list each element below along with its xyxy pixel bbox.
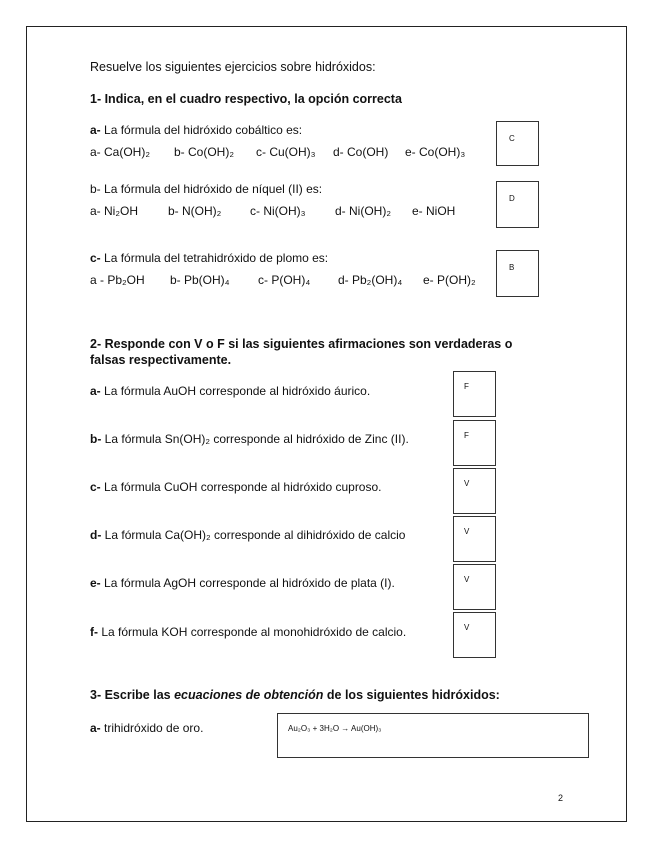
question-1b-label: b- xyxy=(90,182,101,196)
statement-2b-text: La fórmula Sn(OH)₂ corresponde al hidróxido de Zinc (II). xyxy=(104,432,409,446)
tf-box-2a[interactable]: F xyxy=(453,371,496,417)
option-1a-c: c- Cu(OH)₃ xyxy=(256,145,316,159)
option-1b-c: c- Ni(OH)₃ xyxy=(250,204,306,218)
statement-2d-text: La fórmula Ca(OH)₂ corresponde al dihidróxido de calcio xyxy=(104,528,406,542)
tf-box-2d[interactable]: V xyxy=(453,516,496,562)
statement-2d-label: d- xyxy=(90,528,102,542)
statement-2f-label: f- xyxy=(90,625,98,639)
section3-heading-em: ecuaciones de obtención xyxy=(174,688,324,702)
option-1a-d: d- Co(OH) xyxy=(333,145,389,159)
option-1a-a: a- Ca(OH)₂ xyxy=(90,145,150,159)
answer-box-1c[interactable]: B xyxy=(496,250,539,297)
equation-item-3a-label: a- xyxy=(90,721,101,735)
statement-2c-label: c- xyxy=(90,480,101,494)
tf-box-2b[interactable]: F xyxy=(453,420,496,466)
statement-2e xyxy=(90,576,395,590)
option-1a-b: b- Co(OH)₂ xyxy=(174,145,234,159)
statement-2a xyxy=(90,384,370,398)
section2-heading-line1: 2- Responde con V o F si las siguientes afirmaciones son verdaderas o xyxy=(90,337,513,351)
answer-box-1a[interactable]: C xyxy=(496,121,539,166)
option-1c-d: d- Pb₂(OH)₄ xyxy=(338,273,403,287)
section2-heading-line2: falsas respectivamente. xyxy=(90,353,232,367)
question-1a-label: a- xyxy=(90,123,101,137)
statement-2f-text: La fórmula KOH corresponde al monohidróxido de calcio. xyxy=(101,625,407,639)
statement-2b-label: b- xyxy=(90,432,102,446)
equation-item-3a-text: trihidróxido de oro. xyxy=(104,721,204,735)
tf-box-2c[interactable]: V xyxy=(453,468,496,514)
option-1b-d: d- Ni(OH)₂ xyxy=(335,204,391,218)
question-1c-text: La fórmula del tetrahidróxido de plomo es: xyxy=(104,251,329,265)
statement-2b xyxy=(90,432,409,446)
equation-item-3a xyxy=(90,721,203,735)
document-page xyxy=(26,26,627,822)
question-1a xyxy=(90,123,302,137)
question-1b xyxy=(90,182,322,196)
question-1a-text: La fórmula del hidróxido cobáltico es: xyxy=(104,123,303,137)
answer-box-1b[interactable]: D xyxy=(496,181,539,228)
statement-2e-text: La fórmula AgOH corresponde al hidróxido de plata (I). xyxy=(104,576,395,590)
option-1b-e: e- NiOH xyxy=(412,204,456,218)
section3-heading-post: de los siguientes hidróxidos: xyxy=(323,688,500,702)
option-1b-a: a- Ni₂OH xyxy=(90,204,138,218)
option-1b-b: b- N(OH)₂ xyxy=(168,204,222,218)
question-1a-options xyxy=(90,145,465,159)
option-1c-a: a - Pb₂OH xyxy=(90,273,145,287)
statement-2a-text: La fórmula AuOH corresponde al hidróxido áurico. xyxy=(104,384,371,398)
section3-heading-pre: 3- Escribe las xyxy=(90,688,175,702)
statement-2c-text: La fórmula CuOH corresponde al hidróxido cuproso. xyxy=(104,480,382,494)
tf-box-2e[interactable]: V xyxy=(453,564,496,610)
option-1c-b: b- Pb(OH)₄ xyxy=(170,273,230,287)
statement-2e-label: e- xyxy=(90,576,101,590)
statement-2c xyxy=(90,480,382,494)
question-1c-options xyxy=(90,273,476,287)
question-1b-options xyxy=(90,204,455,218)
equation-answer-box[interactable]: Au₂O₃ + 3H₂O → Au(OH)₃ xyxy=(277,713,589,758)
page-number: 2 xyxy=(558,793,564,803)
statement-2d xyxy=(90,528,405,542)
question-1b-text: La fórmula del hidróxido de níquel (II) es: xyxy=(104,182,323,196)
tf-box-2f[interactable]: V xyxy=(453,612,496,658)
section1-heading: 1- Indica, en el cuadro respectivo, la opción correcta xyxy=(90,92,402,106)
question-1c xyxy=(90,251,328,265)
option-1a-e: e- Co(OH)₃ xyxy=(405,145,466,159)
statement-2a-label: a- xyxy=(90,384,101,398)
option-1c-c: c- P(OH)₄ xyxy=(258,273,311,287)
statement-2f xyxy=(90,625,406,639)
worksheet-title: Resuelve los siguientes ejercicios sobre hidróxidos: xyxy=(90,60,376,74)
option-1c-e: e- P(OH)₂ xyxy=(423,273,476,287)
section3-heading xyxy=(90,688,500,702)
question-1c-label: c- xyxy=(90,251,101,265)
